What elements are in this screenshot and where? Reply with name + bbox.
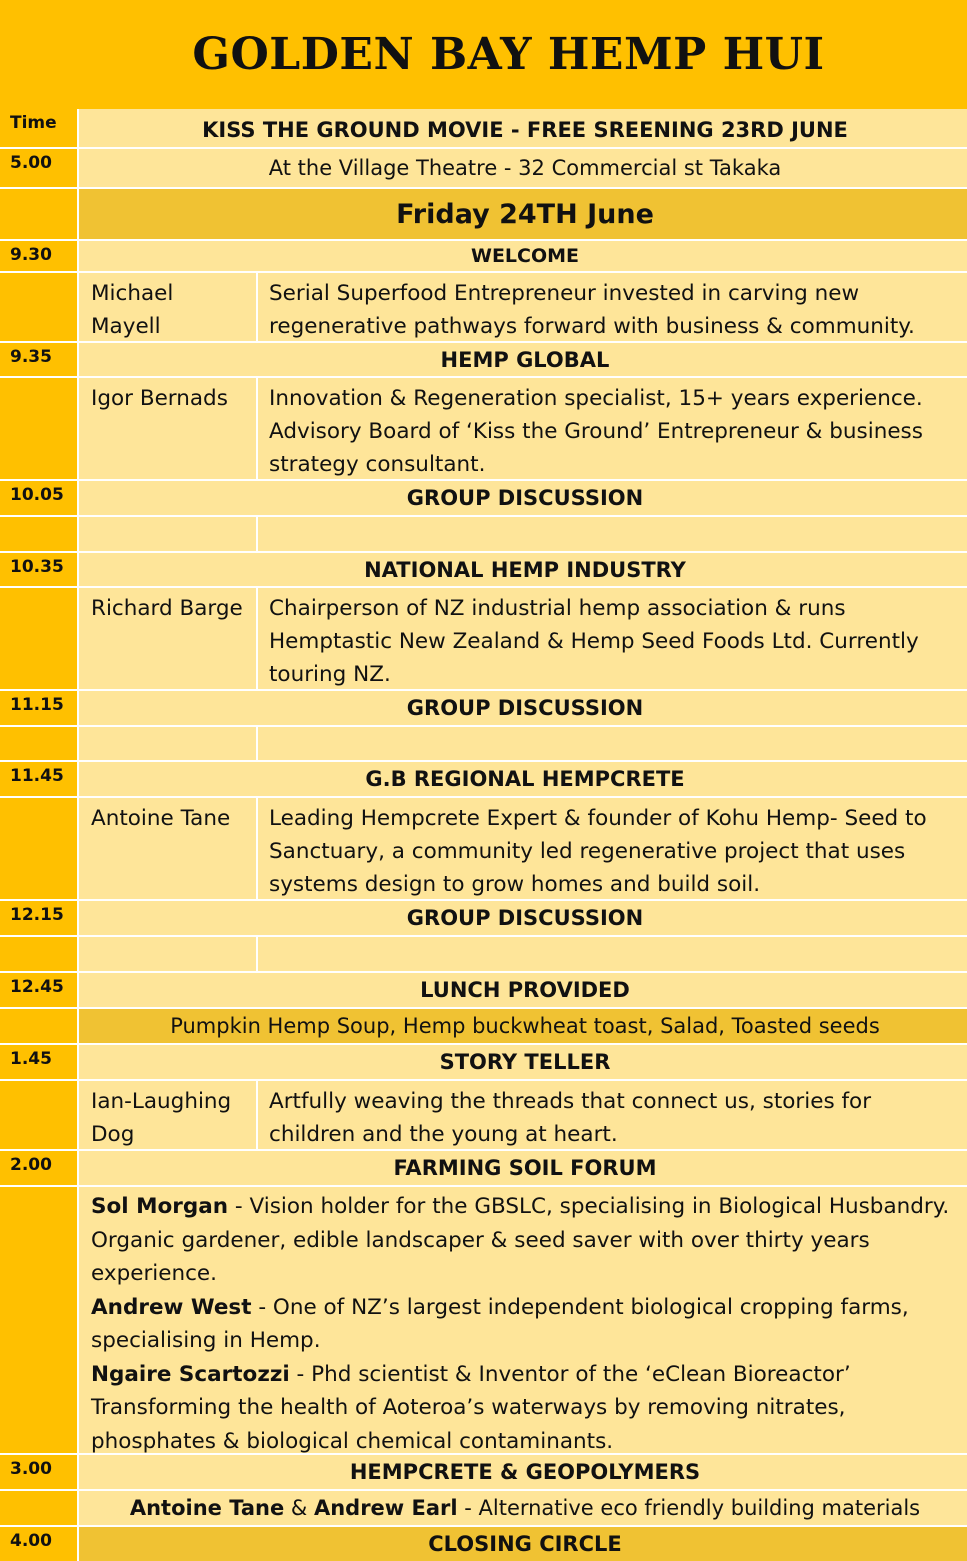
time-cell	[0, 1081, 77, 1149]
empty-cell	[79, 727, 256, 760]
lunch-menu: Pumpkin Hemp Soup, Hemp buckwheat toast, Salad, Toasted seeds	[79, 1009, 967, 1043]
hempcrete-detail	[79, 1491, 967, 1525]
header-banner	[0, 0, 967, 109]
story-heading: STORY TELLER	[79, 1045, 967, 1079]
welcome-heading: WELCOME	[79, 241, 967, 271]
welcome-time: 9.30	[0, 241, 77, 271]
time-cell	[0, 517, 77, 551]
regional-speaker: Antoine Tane	[79, 798, 256, 899]
forum-speaker-name: Andrew West	[91, 1294, 252, 1320]
global-speaker: Igor Bernads	[79, 378, 256, 479]
regional-description: Leading Hempcrete Expert & founder of Kohu Hemp- Seed to Sanctuary, a community led regenerative project that uses systems design to grow homes and build soil.	[258, 798, 967, 899]
preview-venue: At the Village Theatre - 32 Commercial st Takaka	[79, 149, 967, 187]
welcome-description: Serial Superfood Entrepreneur invested in carving new regenerative pathways forward with business & community.	[258, 273, 967, 341]
regional-heading: G.B REGIONAL HEMPCRETE	[79, 762, 967, 796]
forum-speaker-text: - Vision holder for the GBSLC, specialising in Biological Husbandry. Organic gardener, edible landscaper & seed saver with over thirty years experience.	[91, 1194, 950, 1286]
national-time: 10.35	[0, 553, 77, 586]
day-heading: Friday 24TH June	[79, 189, 967, 239]
forum-speaker-name: Sol Morgan	[91, 1194, 229, 1219]
hempcrete-time: 3.00	[0, 1455, 77, 1489]
closing-heading: CLOSING CIRCLE	[79, 1527, 967, 1561]
time-cell	[0, 378, 77, 479]
time-cell	[0, 1009, 77, 1043]
hempcrete-joiner: &	[284, 1496, 314, 1520]
preview-heading: KISS THE GROUND MOVIE - FREE SREENING 23RD JUNE	[79, 109, 967, 147]
global-time: 9.35	[0, 343, 77, 376]
story-speaker: Ian-Laughing Dog	[79, 1081, 256, 1149]
time-cell	[0, 588, 77, 689]
lunch-time: 12.45	[0, 973, 77, 1007]
discussion3-heading: GROUP DISCUSSION	[79, 901, 967, 935]
schedule-table	[0, 109, 967, 1556]
time-cell	[0, 273, 77, 341]
forum-time: 2.00	[0, 1151, 77, 1185]
hempcrete-text: - Alternative eco friendly building materials	[457, 1496, 921, 1520]
global-description: Innovation & Regeneration specialist, 15+ years experience. Advisory Board of ‘Kiss the Ground’ Entrepreneur & business strategy consultant.	[258, 378, 967, 479]
hempcrete-speaker-a: Antoine Tane	[129, 1496, 285, 1520]
story-description: Artfully weaving the threads that connect us, stories for children and the young at heart.	[258, 1081, 967, 1149]
empty-cell	[79, 937, 256, 971]
time-cell	[0, 937, 77, 971]
lunch-heading: LUNCH PROVIDED	[79, 973, 967, 1007]
forum-heading: FARMING SOIL FORUM	[79, 1151, 967, 1185]
discussion3-time: 12.15	[0, 901, 77, 935]
empty-cell	[79, 517, 256, 551]
national-heading: NATIONAL HEMP INDUSTRY	[79, 553, 967, 586]
forum-speaker	[91, 1358, 961, 1454]
time-header: Time	[0, 109, 77, 147]
discussion2-heading: GROUP DISCUSSION	[79, 691, 967, 725]
preview-time: 5.00	[0, 149, 77, 187]
time-cell	[0, 1491, 77, 1525]
empty-cell	[258, 517, 967, 551]
closing-time: 4.00	[0, 1527, 77, 1561]
discussion2-time: 11.15	[0, 691, 77, 725]
forum-speaker	[91, 1190, 961, 1291]
discussion1-heading: GROUP DISCUSSION	[79, 481, 967, 515]
time-cell	[0, 798, 77, 899]
regional-time: 11.45	[0, 762, 77, 796]
empty-cell	[258, 727, 967, 760]
empty-cell	[258, 937, 967, 971]
forum-speaker-text: - Phd scientist & Inventor of the ‘eClean Bioreactor’ Transforming the health of Aoteroa’s waterways by removing nitrates, phosphates & biological chemical contaminants.	[91, 1361, 851, 1453]
forum-speaker-text: - One of NZ’s largest independent biological cropping farms, specialising in Hemp.	[91, 1294, 909, 1353]
hempcrete-speaker-b: Andrew Earl	[313, 1496, 458, 1520]
story-time: 1.45	[0, 1045, 77, 1079]
hempcrete-heading: HEMPCRETE & GEOPOLYMERS	[79, 1455, 967, 1489]
discussion1-time: 10.05	[0, 481, 77, 515]
time-cell	[0, 189, 77, 239]
national-description: Chairperson of NZ industrial hemp association & runs Hemptastic New Zealand & Hemp Seed Foods Ltd. Currently touring NZ.	[258, 588, 967, 689]
page-title: GOLDEN BAY HEMP HUI	[192, 29, 825, 80]
time-cell	[0, 1187, 77, 1453]
global-heading: HEMP GLOBAL	[79, 343, 967, 376]
forum-speaker	[91, 1291, 961, 1358]
national-speaker: Richard Barge	[79, 588, 256, 689]
forum-speaker-name: Ngaire Scartozzi	[91, 1361, 290, 1387]
forum-speakers	[79, 1187, 967, 1453]
time-cell	[0, 727, 77, 760]
welcome-speaker: Michael Mayell	[79, 273, 256, 341]
